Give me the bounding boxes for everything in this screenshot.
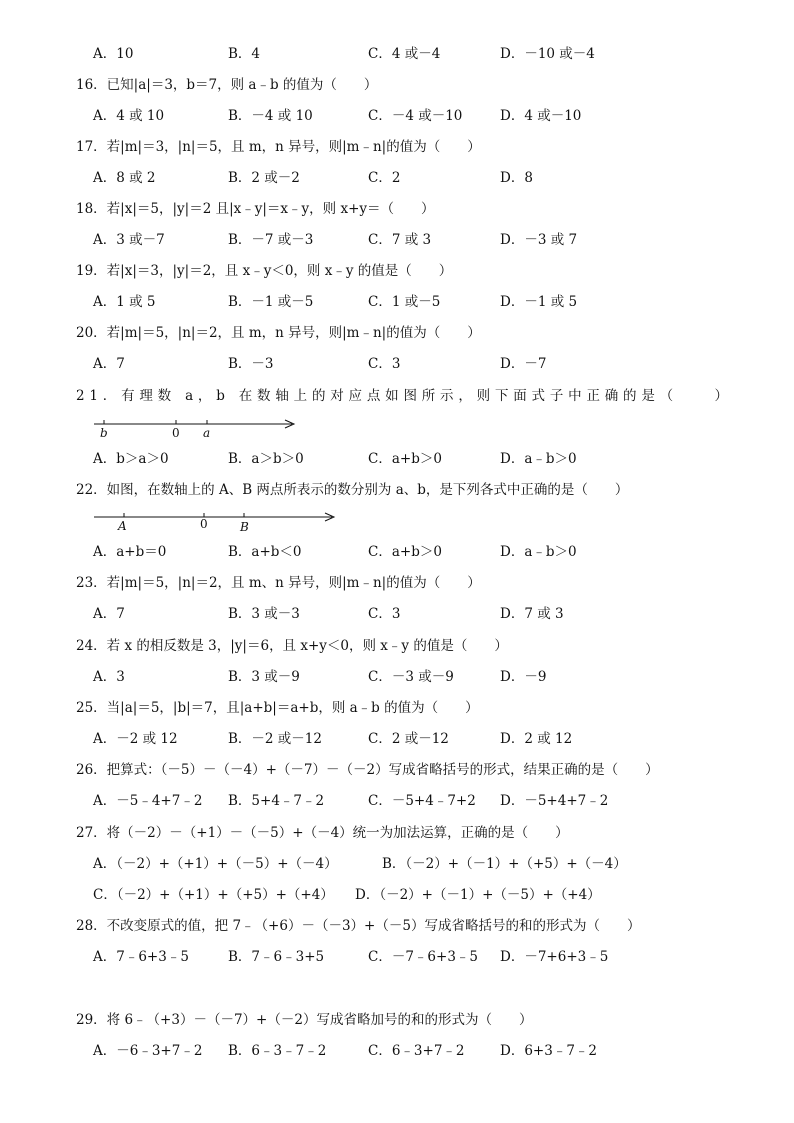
option-c: C．2 或－12 <box>368 731 449 747</box>
option-a: A．7﹣6+3﹣5 <box>93 949 189 965</box>
question-22-stem: 22．如图，在数轴上的 A、B 两点所表示的数分别为 a、b，是下列各式中正确的是（ ） <box>76 482 629 498</box>
option-c: C．4 或－4 <box>368 46 441 62</box>
option-a: A．7 <box>93 606 125 622</box>
option-b: B．7﹣6﹣3+5 <box>228 949 325 965</box>
option-a: A．10 <box>93 46 134 62</box>
option-b: B．－4 或 10 <box>228 108 313 124</box>
option-d: D．8 <box>500 170 533 186</box>
option-b: B．3 或－9 <box>228 669 300 685</box>
question-23-options <box>0 604 794 624</box>
option-c: C．a+b＞0 <box>368 451 442 467</box>
question-18-stem: 18．若|x|＝5，|y|＝2 且|x﹣y|＝x﹣y，则 x+y＝（ ） <box>76 201 435 217</box>
question-24-options <box>0 667 794 687</box>
option-a: A．b＞a＞0 <box>93 451 169 467</box>
option-b: B．－3 <box>228 356 274 372</box>
question-20-stem: 20．若|m|＝5，|n|＝2，且 m，n 异号，则|m﹣n|的值为（ ） <box>76 325 481 341</box>
option-d: D．－3 或 7 <box>500 232 578 248</box>
question-21-options <box>0 449 794 469</box>
option-b: B．－2 或－12 <box>228 731 322 747</box>
question-17-options <box>0 168 794 188</box>
option-d: D．（－2）+（－1）+（－5）+（+4） <box>355 887 601 903</box>
label-a: a <box>203 426 211 440</box>
question-16-stem: 16．已知|a|＝3，b＝7，则 a﹣b 的值为（ ） <box>76 77 378 93</box>
option-d: D．－10 或－4 <box>500 46 595 62</box>
option-d: D．－5+4+7﹣2 <box>500 793 609 809</box>
option-c: C．3 <box>368 356 401 372</box>
option-d: D．－1 或 5 <box>500 294 578 310</box>
label-b: B <box>240 520 249 534</box>
option-b: B．2 或－2 <box>228 170 300 186</box>
question-26-stem: 26．把算式：（－5）－（－4）+（－7）－（－2）写成省略括号的形式，结果正确的是（ ） <box>76 762 659 778</box>
question-16-options <box>0 106 794 126</box>
option-a: A．7 <box>93 356 125 372</box>
option-b: B．3 或－3 <box>228 606 300 622</box>
option-d: D．－7 <box>500 356 547 372</box>
option-c: C．6﹣3+7﹣2 <box>368 1043 465 1059</box>
question-27-stem: 27．将（－2）－（+1）－（－5）+（－4）统一为加法运算，正确的是（ ） <box>76 825 569 841</box>
question-27-options-row-2 <box>0 885 794 905</box>
label-b: b <box>100 426 108 440</box>
label-a: A <box>118 519 127 533</box>
question-28-stem: 28．不改变原式的值，把 7﹣（+6）－（－3）+（－5）写成省略括号的和的形式为（ ） <box>76 918 641 934</box>
option-c: C．7 或 3 <box>368 232 432 248</box>
option-c: C．－3 或－9 <box>368 669 454 685</box>
option-a: A．8 或 2 <box>93 170 156 186</box>
option-b: B．a＞b＞0 <box>228 451 304 467</box>
option-a: A．3 <box>93 669 125 685</box>
number-line-figure-21 <box>90 414 305 440</box>
question-19-options <box>0 292 794 312</box>
option-c: C．1 或－5 <box>368 294 441 310</box>
option-b: B．－1 或－5 <box>228 294 314 310</box>
option-b: B．（－2）+（－1）+（+5）+（－4） <box>382 856 627 872</box>
option-a: A．a+b＝0 <box>93 544 167 560</box>
option-b: B．－7 或－3 <box>228 232 314 248</box>
question-26-options <box>0 791 794 811</box>
question-29-options <box>0 1041 794 1061</box>
question-27-options-row-1 <box>0 854 794 874</box>
option-a: A．－6﹣3+7﹣2 <box>93 1043 203 1059</box>
option-d: D．7 或 3 <box>500 606 564 622</box>
option-a: A．（－2）+（+1）+（－5）+（－4） <box>93 856 338 872</box>
question-19-stem: 19．若|x|＝3，|y|＝2，且 x﹣y＜0，则 x﹣y 的值是（ ） <box>76 263 453 279</box>
question-15-options <box>0 44 794 64</box>
option-d: D．a﹣b＞0 <box>500 544 577 560</box>
question-28-options <box>0 947 794 967</box>
option-d: D．2 或 12 <box>500 731 573 747</box>
option-c: C．2 <box>368 170 401 186</box>
option-a: A．1 或 5 <box>93 294 156 310</box>
question-24-stem: 24．若 x 的相反数是 3，|y|＝6，且 x+y＜0，则 x﹣y 的值是（ ） <box>76 638 508 654</box>
question-25-stem: 25．当|a|＝5，|b|＝7，且|a+b|＝a+b，则 a﹣b 的值为（ ） <box>76 700 479 716</box>
label-zero: 0 <box>200 517 208 531</box>
option-c: C．－7﹣6+3﹣5 <box>368 949 478 965</box>
option-d: D．4 或－10 <box>500 108 582 124</box>
option-a: A．4 或 10 <box>93 108 165 124</box>
option-d: D．－9 <box>500 669 547 685</box>
question-23-stem: 23．若|m|＝5，|n|＝2，且 m、n 异号，则|m﹣n|的值为（ ） <box>76 575 481 591</box>
option-b: B．5+4﹣7﹣2 <box>228 793 325 809</box>
option-c: C．－5+4﹣7+2 <box>368 793 476 809</box>
number-line-figure-22 <box>90 507 340 535</box>
question-21-stem: 21．有理数 a，b 在数轴上的对应点如图所示，则下面式子中正确的是（ ） <box>76 388 733 404</box>
option-b: B．4 <box>228 46 261 62</box>
option-c: C．3 <box>368 606 401 622</box>
question-18-options <box>0 230 794 250</box>
option-d: D．6+3﹣7﹣2 <box>500 1043 597 1059</box>
option-c: C．（－2）+（+1）+（+5）+（+4） <box>93 887 334 903</box>
label-zero: 0 <box>172 426 180 440</box>
option-d: D．－7+6+3﹣5 <box>500 949 609 965</box>
question-25-options <box>0 729 794 749</box>
option-c: C．－4 或－10 <box>368 108 463 124</box>
question-22-options <box>0 542 794 562</box>
option-b: B．a+b＜0 <box>228 544 302 560</box>
option-c: C．a+b＞0 <box>368 544 442 560</box>
question-20-options <box>0 354 794 374</box>
option-b: B．6﹣3﹣7﹣2 <box>228 1043 327 1059</box>
option-a: A．－2 或 12 <box>93 731 178 747</box>
option-a: A．－5﹣4+7﹣2 <box>93 793 203 809</box>
question-17-stem: 17．若|m|＝3，|n|＝5，且 m，n 异号，则|m﹣n|的值为（ ） <box>76 139 481 155</box>
question-29-stem: 29．将 6﹣（+3）－（－7）+（－2）写成省略加号的和的形式为（ ） <box>76 1012 533 1028</box>
option-d: D．a﹣b＞0 <box>500 451 577 467</box>
option-a: A．3 或－7 <box>93 232 165 248</box>
